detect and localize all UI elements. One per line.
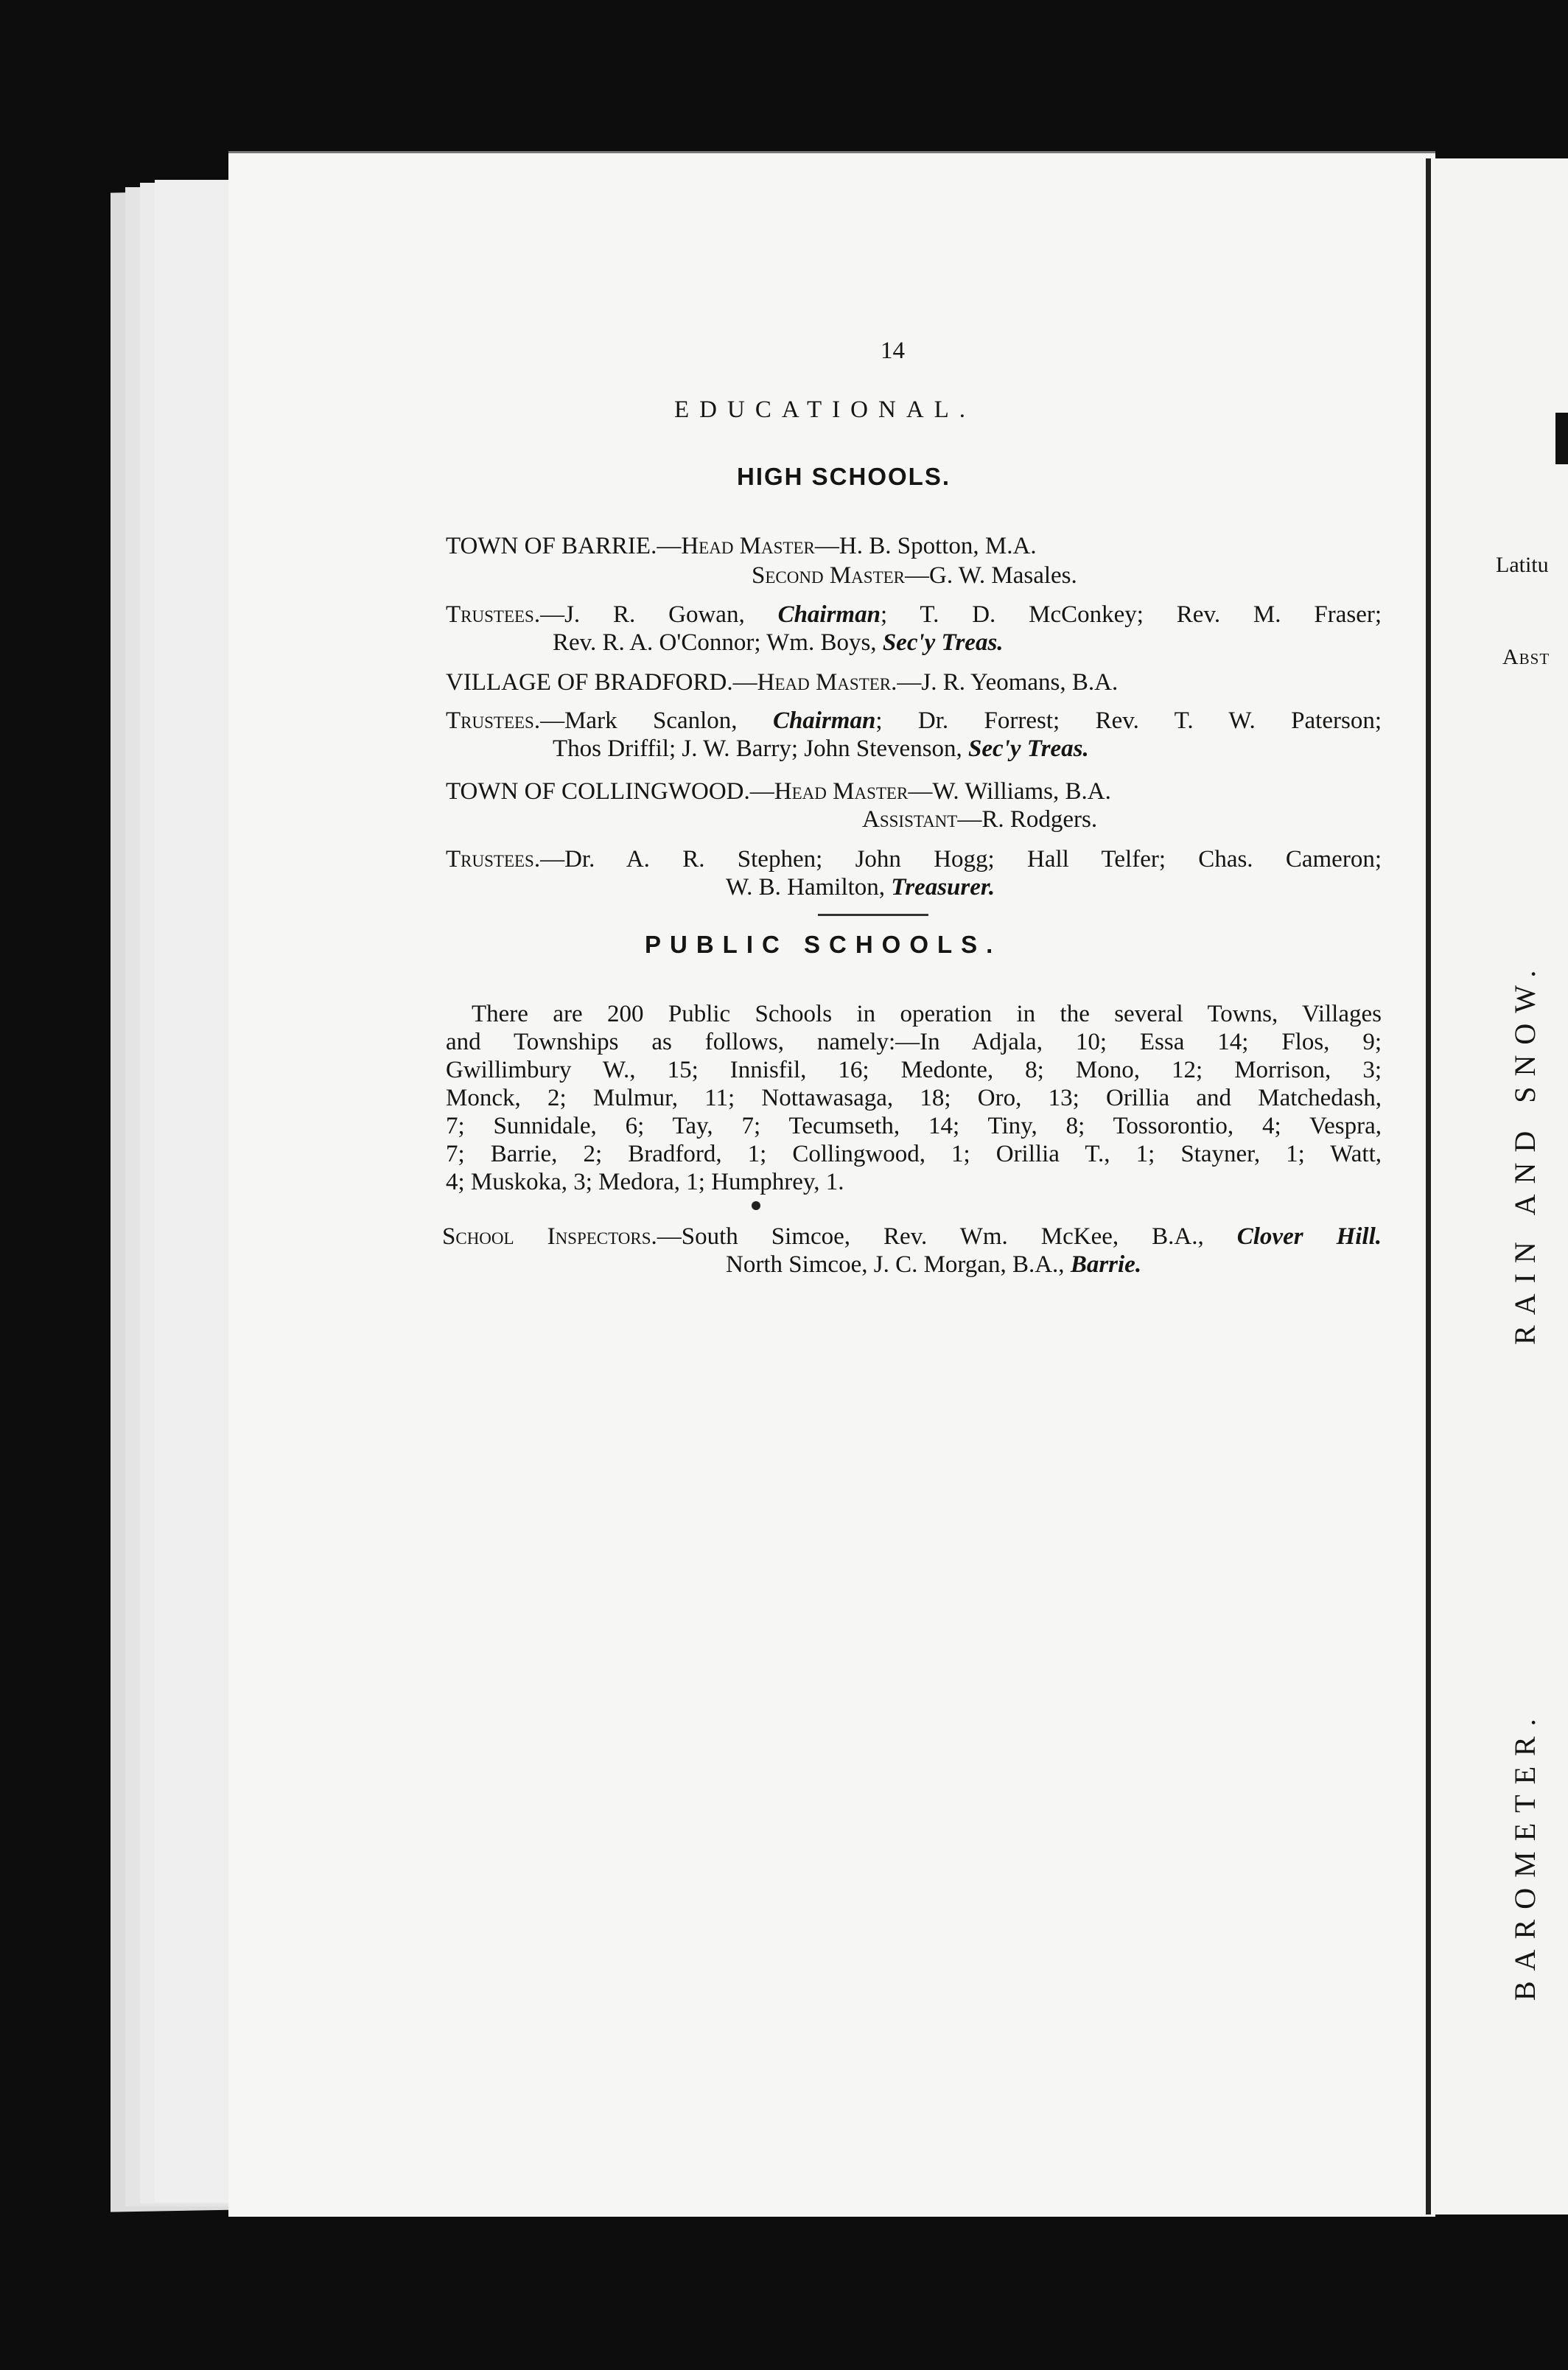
collingwood-assistant-role: Assistant (862, 806, 958, 833)
collingwood-trustees-text2: W. B. Hamilton, (726, 874, 892, 901)
inspectors-line1: School Inspectors.—South Simcoe, Rev. Wm. McKee, B.A., Clover Hill. (442, 1223, 1382, 1250)
barrie-trustees-text: J. R. Gowan, (564, 601, 778, 628)
barrie-trustees-text3: Rev. R. A. O'Connor; Wm. Boys, (553, 629, 883, 656)
barrie-trustees-text2: ; T. D. McConkey; Rev. M. Fraser; (880, 601, 1382, 628)
collingwood-place: TOWN OF COLLINGWOOD. (446, 778, 750, 805)
right-page-fragment (1434, 158, 1568, 2215)
barrie-second-role: Second Master (752, 562, 906, 589)
barrie-second-name: G. W. Masales. (929, 562, 1077, 589)
bradford-trustees-label: Trustees. (446, 707, 541, 734)
inspectors-south-place: Clover Hill. (1236, 1223, 1382, 1250)
barrie-secretary: Sec'y Treas. (882, 629, 1004, 656)
barrie-head-line: TOWN OF BARRIE.—Head Master—H. B. Spotton, M.A. (446, 533, 1037, 559)
collingwood-assistant-line: Assistant—R. Rodgers. (862, 806, 1098, 833)
inspectors-north: North Simcoe, J. C. Morgan, B.A., (726, 1251, 1071, 1278)
barrie-place: TOWN OF BARRIE. (446, 533, 657, 559)
bradford-trustees-text2: ; Dr. Forrest; Rev. T. W. Paterson; (875, 707, 1382, 734)
bradford-head-role: Head Master. (757, 669, 897, 696)
rain-snow-vertical-heading: RAIN AND SNOW. (1508, 959, 1541, 1345)
collingwood-head-role: Head Master (774, 778, 909, 805)
barrie-trustees-line1: Trustees.—J. R. Gowan, Chairman; T. D. McConkey; Rev. M. Fraser; (446, 601, 1382, 628)
ink-block (1555, 413, 1568, 464)
collingwood-trustees-text: Dr. A. R. Stephen; John Hogg; Hall Telfer; Chas. Cameron; (564, 846, 1382, 873)
collingwood-trustees-line2 (726, 875, 995, 900)
ink-dot (752, 1201, 760, 1210)
barrie-head-name: H. B. Spotton, M.A. (839, 533, 1037, 559)
barrie-chairman: Chairman (777, 601, 881, 628)
bradford-chairman: Chairman (772, 707, 876, 734)
inspectors-line2 (726, 1253, 1141, 1277)
bradford-trustees-line1: Trustees.—Mark Scanlon, Chairman; Dr. Forrest; Rev. T. W. Paterson; (446, 707, 1382, 734)
bradford-secretary: Sec'y Treas. (968, 735, 1089, 762)
barrie-trustees-label: Trustees. (446, 601, 541, 628)
public-schools-heading: PUBLIC SCHOOLS. (645, 931, 1002, 958)
bradford-place: VILLAGE OF BRADFORD. (446, 669, 733, 696)
collingwood-head-name: W. Williams, B.A. (932, 778, 1111, 805)
bradford-trustees-text: Mark Scanlon, (564, 707, 773, 734)
right-abstract-text: Abst (1502, 645, 1550, 669)
bradford-head-name: J. R. Yeomans, B.A. (921, 669, 1119, 696)
collingwood-treasurer: Treasurer. (891, 874, 995, 901)
section-divider (818, 914, 928, 916)
inspectors-label: School Inspectors. (442, 1223, 657, 1250)
barometer-vertical-heading: BAROMETER. (1508, 1708, 1541, 2001)
page-number: 14 (881, 338, 905, 364)
collingwood-trustees-line1: Trustees.—Dr. A. R. Stephen; John Hogg; Hall Telfer; Chas. Cameron; (446, 846, 1382, 873)
public-schools-line: Gwillimbury W., 15; Innisfil, 16; Medonte, 8; Mono, 12; Morrison, 3; (446, 1057, 1382, 1083)
public-schools-line: 7; Sunnidale, 6; Tay, 7; Tecumseth, 14; Tiny, 8; Tossorontio, 4; Vespra, (446, 1113, 1382, 1139)
public-schools-line: There are 200 Public Schools in operation in the several Towns, Villages (472, 1001, 1382, 1027)
public-schools-line: Monck, 2; Mulmur, 11; Nottawasaga, 18; Oro, 13; Orillia and Matchedash, (446, 1085, 1382, 1111)
barrie-trustees-line2 (553, 631, 1004, 655)
bradford-head-line: VILLAGE OF BRADFORD.—Head Master.—J. R. Yeomans, B.A. (446, 669, 1119, 696)
inspectors-north-place: Barrie. (1070, 1251, 1142, 1278)
gutter-rule (1426, 158, 1431, 2215)
collingwood-head-line: TOWN OF COLLINGWOOD.—Head Master—W. Williams, B.A. (446, 778, 1111, 805)
collingwood-trustees-label: Trustees. (446, 846, 541, 873)
public-schools-line: 7; Barrie, 2; Bradford, 1; Collingwood, 1; Orillia T., 1; Stayner, 1; Watt, (446, 1141, 1382, 1167)
educational-heading: EDUCATIONAL. (674, 396, 976, 423)
barrie-second-line: Second Master—G. W. Masales. (752, 562, 1077, 589)
bradford-trustees-line2 (553, 737, 1089, 761)
public-schools-line: and Townships as follows, namely:—In Adjala, 10; Essa 14; Flos, 9; (446, 1029, 1382, 1055)
barrie-head-role: Head Master (681, 533, 815, 559)
public-schools-line: 4; Muskoka, 3; Medora, 1; Humphrey, 1. (446, 1169, 844, 1195)
bradford-trustees-text3: Thos Driffil; J. W. Barry; John Stevenson, (553, 735, 969, 762)
right-latitude-text: Latitu (1496, 553, 1549, 577)
high-schools-heading: HIGH SCHOOLS. (737, 463, 951, 490)
inspectors-south: South Simcoe, Rev. Wm. McKee, B.A., (681, 1223, 1237, 1250)
collingwood-assistant-name: R. Rodgers. (981, 806, 1098, 833)
